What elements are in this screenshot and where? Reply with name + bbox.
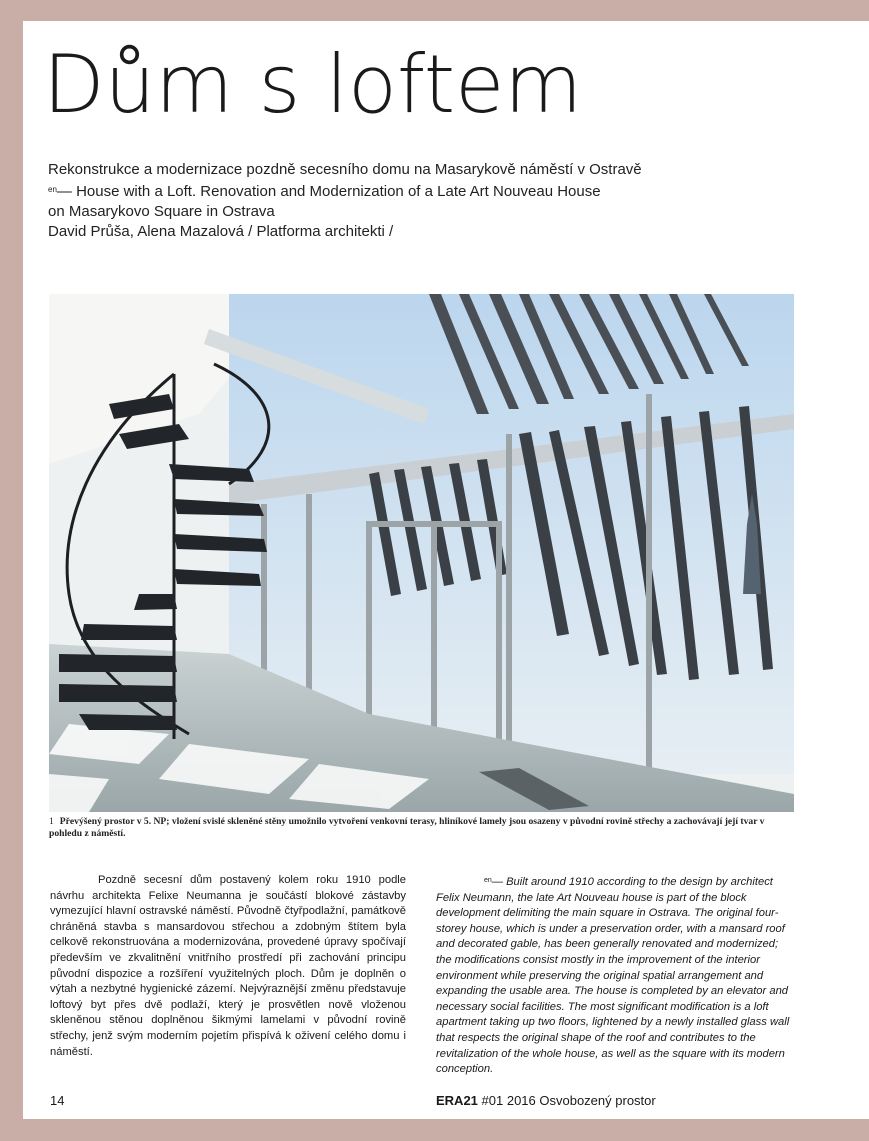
english-tag: en <box>48 185 57 194</box>
body-paragraph-english <box>436 873 792 1078</box>
article-title: Dům s loftem <box>43 38 583 131</box>
subtitle-english-line-1 <box>48 180 748 202</box>
caption-number: 1 <box>49 816 54 827</box>
issue-info: #01 2016 Osvobozený prostor <box>481 1093 656 1108</box>
english-tag: en <box>484 877 492 884</box>
subtitle-czech: Rekonstrukce a modernizace pozdně secesního domu na Masarykově náměstí v Ostravě <box>48 161 642 178</box>
interior-photo <box>49 294 794 812</box>
magazine-page <box>23 21 869 1119</box>
article-subtitle-block <box>48 160 748 242</box>
photo-caption <box>49 816 794 840</box>
subtitle-english-text: — House with a Loft. Renovation and Modernization of a Late Art Nouveau House <box>56 183 601 200</box>
caption-text: Převýšený prostor v 5. NP; vložení svislé skleněné stěny umožnilo vytvoření venkovní terasy, hliníkové lamely jsou osazeny v původní rovině střechy a zachovávají její tvar v pohledu z náměstí. <box>49 816 765 839</box>
body-text-czech: Pozdně secesní dům postavený kolem roku 1910 podle návrhu architekta Felixe Neumanna je součástí blokové zástavby vymezující hlavní ostravské náměstí. Původně čtyřpodlažní, památkově chráněná stavba s mansardovou střechou a zdobným štítem byla celkově rekonstruována a modernizována, provedené úpravy spočívají především ve zkvalitnění vnitřního prostředí při zachování principu původní dispozice a rozšíření využitelných ploch. Dům je doplněn o výtah a nezbytné hygienické zázemí. Nejvýraznější změnu představuje loftový byt přes dvě podlaží, který je prosvětlen nově vloženou skleněnou stěnou doplněnou šikmými lamelami v původní rovině střechy, jenž svým moderním pojetím přispívá k oživení celého domu i náměstí. <box>50 874 406 1058</box>
loft-interior-illustration <box>49 294 794 812</box>
page-number: 14 <box>50 1093 65 1108</box>
body-text-english: — Built around 1910 according to the design by architect Felix Neumann, the late Art Nouveau house is part of the block development delimiting the main square in Ostrava. The original four-storey house, which is under a preservation order, with a mansard roof and decorated gable, has been generally renovated and modernized; the modifications consist mostly in the improvement of the interior environment while preserving the original spatial arrangement and expanding the usable area. The house is completed by an elevator and necessary social facilities. The most significant modification is a loft apartment taking up two floors, lightened by a newly installed glass wall that respects the original shape of the roof and contributes to the revitalization of the whole house, as well as the square with its modern conception. <box>436 876 790 1076</box>
magazine-footer <box>436 1093 656 1108</box>
body-column-english <box>436 873 792 1078</box>
subtitle-english-line-2: on Masarykovo Square in Ostrava <box>48 203 275 220</box>
body-column-czech <box>50 873 406 1060</box>
authors: David Průša, Alena Mazalová / Platforma architekti / <box>48 223 394 240</box>
magazine-name: ERA21 <box>436 1093 478 1108</box>
